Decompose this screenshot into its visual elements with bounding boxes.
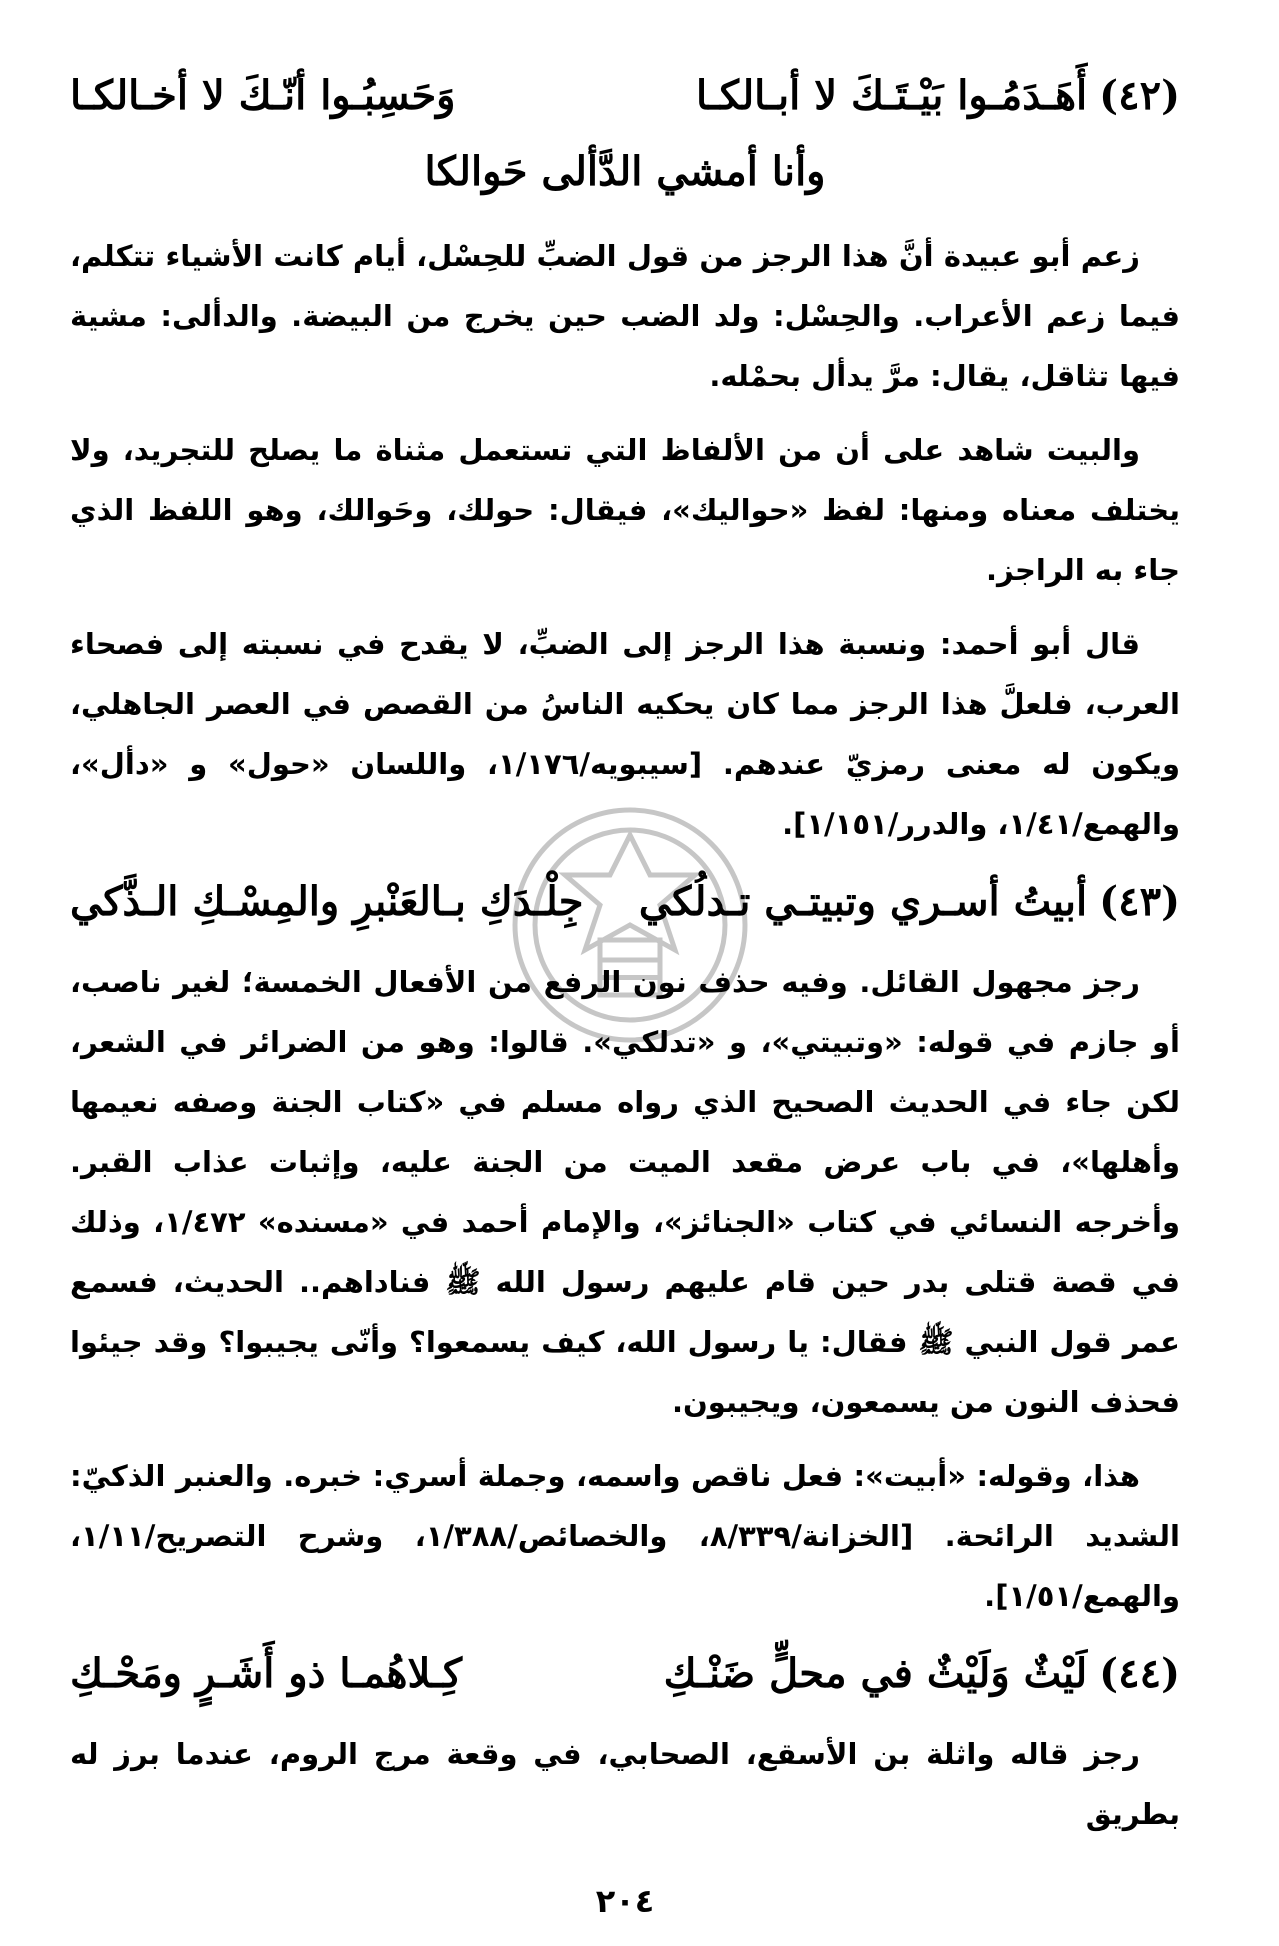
verse-hemistich-first: أَهَـدَمُـوا بَيْـتَـكَ لا أبـالكـا [695,72,1088,119]
page-number: ٢٠٤ [595,1882,655,1920]
verse-number: (٤٤) [1099,1650,1180,1697]
verse-hemistich-first: لَيْثٌ وَلَيْثٌ في محلٍّ ضَنْـكِ [663,1650,1088,1697]
verse-hemistich-second: وَحَسِبُـوا أنّـكَ لا أخـالكـا [70,72,456,119]
verse-continuation-line: وأنا أمشي الدَّألى حَوالكا [424,148,826,195]
commentary-paragraph: والبيت شاهد على أن من الألفاظ التي تستعمل مثناة ما يصلح للتجريد، ولا يختلف معناه ومنها: لفظ «حواليك»، فيقال: حولك، وحَوالك، وهو اللفظ الذي جاء به الراجز. [70,433,1180,587]
commentary-paragraph: رجز قاله واثلة بن الأسقع، الصحابي، في وقعة مرج الروم، عندما برز له بطريق [70,1737,1180,1831]
verse-hemistich-second: كِـلاهُمـا ذو أَشَـرٍ ومَحْـكِ [70,1650,463,1697]
commentary-paragraph: هذا، وقوله: «أبيت»: فعل ناقص واسمه، وجملة أسري: خبره. والعنبر الذكيّ: الشديد الرائحة. [الخزانة/٨/٣٣٩، والخصائص/١/٣٨٨، وشرح التصريح/١/١١، والهمع/١/٥١]. [70,1459,1180,1613]
commentary-paragraph: قال أبو أحمد: ونسبة هذا الرجز إلى الضبِّ، لا يقدح في نسبته إلى فصحاء العرب، فلعلَّ هذا الرجز مما كان يحكيه الناسُ من القصص في العصر الجاهلي، ويكون له معنى رمزيّ عندهم. [سيبويه/١/١٧٦، واللسان «حول» و «دأل»، والهمع/١/٤١، والدرر/١/١٥١]. [70,627,1180,841]
commentary-paragraph: رجز مجهول القائل. وفيه حذف نون الرفع من الأفعال الخمسة؛ لغير ناصب، أو جازم في قوله: «وتبيتي»، و «تدلكي». قالوا: وهو من الضرائر في الشعر، لكن جاء في الحديث الصحيح الذي رواه مسلم في «كتاب الجنة وصفه نعيمها وأهلها»، في باب عرض مقعد الميت من الجنة عليه، وإثبات عذاب القبر. وأخرجه النسائي في كتاب «الجنائز»، والإمام أحمد في «مسنده» ١/٤٧٢، وذلك في قصة قتلى بدر حين قام عليهم رسول الله ﷺ فناداهم.. الحديث، فسمع عمر قول النبي ﷺ فقال: يا رسول الله، كيف يسمعوا؟ وأنّى يجيبوا؟ وقد جيئوا فحذف النون من يسمعون، ويجيبون. [70,965,1180,1419]
book-page [70,60,1180,1920]
verse-44 [70,1638,1180,1710]
verse-number: (٤٢) [1099,72,1180,119]
verse-42 [70,60,1180,132]
verse-43 [70,866,1180,938]
commentary-paragraph: زعم أبو عبيدة أنَّ هذا الرجز من قول الضبِّ للحِسْل، أيام كانت الأشياء تتكلم، فيما زعم الأعراب. والحِسْل: ولد الضب حين يخرج من البيضة. والدألى: مشية فيها تثاقل، يقال: مرَّ يدأل بحمْله. [70,239,1180,393]
verse-hemistich-first: أبيتُ أسـري وتبيتـي تـدلُكي [638,878,1088,925]
verse-hemistich-second: جِلْـدَكِ بـالعَنْبرِ والمِسْـكِ الـذَّكي [70,878,584,925]
verse-number: (٤٣) [1099,878,1180,925]
